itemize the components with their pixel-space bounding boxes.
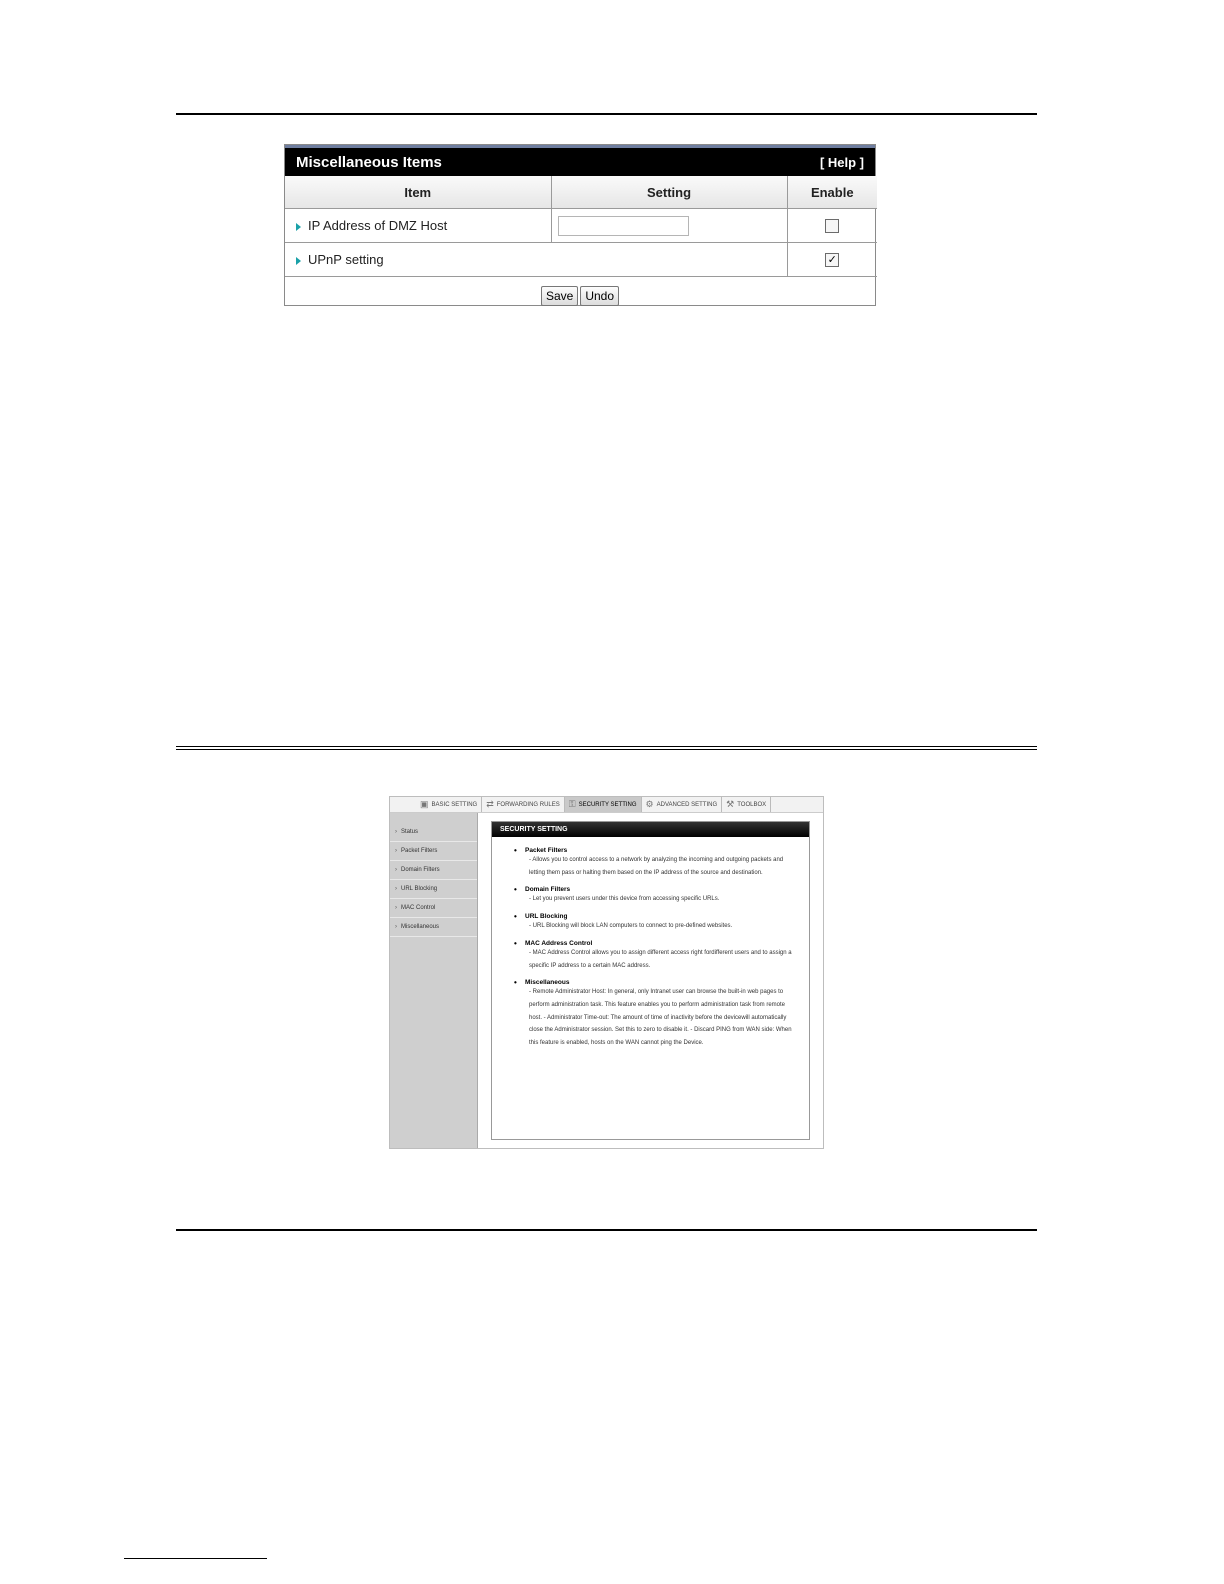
upnp-enable-checkbox[interactable]: ✓	[825, 253, 839, 267]
help-link[interactable]: [ Help ]	[819, 154, 864, 170]
main-tab-bar	[390, 797, 823, 813]
security-content-panel	[491, 821, 810, 1140]
tab-advanced-setting[interactable]: ⚙ ADVANCED SETTING	[642, 797, 723, 812]
column-header-item: Item	[285, 176, 551, 209]
sidebar-item-url-blocking[interactable]: › URL Blocking	[390, 880, 477, 899]
middle-divider	[176, 746, 1037, 750]
toolbox-icon: ⚒	[726, 799, 735, 809]
security-title: SECURITY SETTING	[492, 822, 809, 837]
miscellaneous-items-panel	[284, 144, 876, 306]
sidebar	[390, 813, 478, 1148]
list-item: • Packet Filters - Allows you to control access to a network by analyzing the incoming and outgoing packets and letting them pass or halting them based on the IP address of the source and destination.	[514, 847, 799, 879]
undo-button[interactable]: Undo	[580, 286, 619, 306]
footnote-divider	[124, 1558, 267, 1559]
tab-forwarding-rules[interactable]: ⇄ FORWARDING RULES	[482, 797, 565, 812]
list-item: • URL Blocking - URL Blocking will block LAN computers to connect to pre-defined websites.	[514, 913, 799, 933]
row-arrow-icon	[296, 257, 301, 265]
sidebar-item-mac-control[interactable]: › MAC Control	[390, 899, 477, 918]
advanced-icon: ⚙	[645, 799, 654, 809]
row-arrow-icon	[296, 223, 301, 231]
sidebar-item-packet-filters[interactable]: › Packet Filters	[390, 842, 477, 861]
monitor-icon: ▣	[420, 799, 429, 809]
sidebar-item-status[interactable]: › Status	[390, 823, 477, 842]
list-item: • MAC Address Control - MAC Address Control allows you to assign different access right fordifferent users and to assign a specific IP address to a certain MAC address.	[514, 940, 799, 972]
column-header-enable: Enable	[787, 176, 877, 209]
tab-toolbox[interactable]: ⚒ TOOLBOX	[722, 797, 771, 812]
misc-table	[285, 176, 877, 277]
panel-title: Miscellaneous Items	[296, 153, 442, 171]
sidebar-item-miscellaneous[interactable]: › Miscellaneous	[390, 918, 477, 937]
list-item: • Domain Filters - Let you prevent users under this device from accessing specific URLs.	[514, 886, 799, 906]
list-item: • Miscellaneous - Remote Administrator Host: In general, only Intranet user can browse the built-in web pages to perform administration task. This feature enables you to perform administration task from remote host. - Administrator Time-out: The amount of time of inactivity before the devicewill automatically close the Administrator session. Set this to zero to disable it. - Discard PING from WAN side: When this feature is enabled, hosts on the WAN cannot ping the Device.	[514, 979, 799, 1050]
sidebar-item-domain-filters[interactable]: › Domain Filters	[390, 861, 477, 880]
table-row	[285, 243, 877, 277]
tab-security-setting[interactable]: ⚿ SECURITY SETTING	[565, 797, 642, 812]
panel-header	[285, 145, 875, 176]
save-button[interactable]: Save	[541, 286, 578, 306]
dmz-enable-checkbox[interactable]	[825, 219, 839, 233]
top-divider	[176, 113, 1037, 115]
security-setting-screenshot	[389, 796, 824, 1149]
tab-basic-setting[interactable]: ▣ BASIC SETTING	[416, 797, 482, 812]
column-header-setting: Setting	[551, 176, 787, 209]
table-row	[285, 209, 877, 243]
security-icon: ⚿	[568, 799, 576, 809]
dmz-host-ip-input[interactable]	[558, 216, 689, 236]
dmz-host-label: IP Address of DMZ Host	[308, 218, 448, 233]
bottom-divider	[176, 1229, 1037, 1231]
forwarding-icon: ⇄	[486, 799, 494, 809]
upnp-setting-label: UPnP setting	[308, 252, 384, 267]
